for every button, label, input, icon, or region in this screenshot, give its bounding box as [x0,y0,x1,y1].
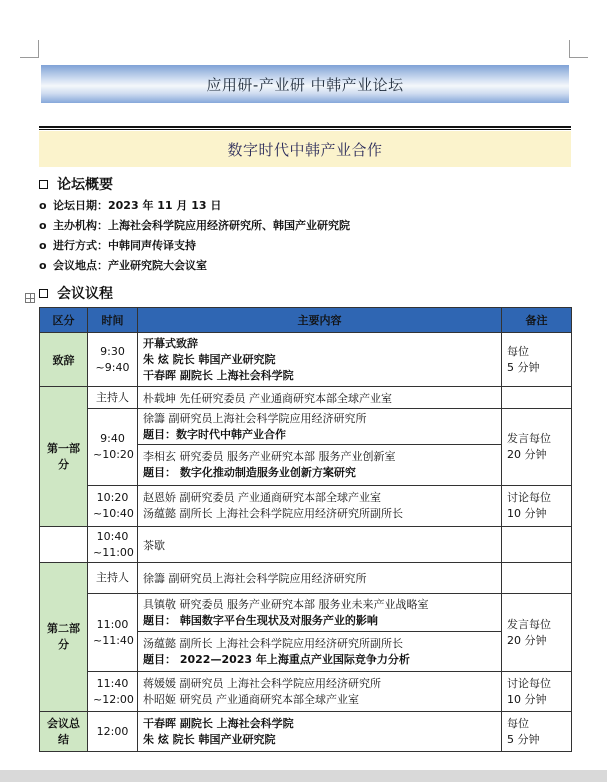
note-cell: 每位 5 分钟 [502,333,572,387]
crop-mark [38,40,39,58]
content-cell: 朴载坤 先任研究委员 产业通商研究本部全球产业室 [138,387,502,409]
time-cell: 9:40 ~10:20 [88,409,138,486]
content-cell: 徐籌 副研究员上海社会科学院应用经济研究所 [138,563,502,594]
table-row [40,387,572,409]
bullet-icon: o [39,199,47,212]
table-row [40,486,572,527]
content-cell: 茶歇 [138,527,502,563]
bullet-icon: o [39,239,47,252]
section-cell: 致辞 [40,333,88,387]
table-move-handle-icon[interactable] [25,293,35,303]
section-cell: 第一部分 [40,387,88,527]
note-cell: 发言每位 20 分钟 [502,594,572,672]
host-label-cell: 主持人 [88,563,138,594]
subtitle-banner [39,131,571,167]
table-row [40,672,572,712]
time-cell: 12:00 [88,712,138,752]
time-cell: 11:00 ~11:40 [88,594,138,672]
checkbox-square-icon [39,180,48,189]
header-title: 应用研-产业研 中韩产业论坛 [206,75,404,94]
content-cell: 李相玄 研究委员 服务产业研究本部 服务产业创新室 题目： 数字化推动制造服务业创新方案研究 [138,445,502,486]
table-row [40,712,572,752]
note-cell [502,387,572,409]
note-cell: 每位 5 分钟 [502,712,572,752]
content-cell: 开幕式致辞 朱 炫 院长 韩国产业研究院 干春晖 副院长 上海社会科学院 [138,333,502,387]
time-cell: 10:40 ~11:00 [88,527,138,563]
bullet-icon: o [39,219,47,232]
note-cell: 讨论每位 10 分钟 [502,486,572,527]
table-header-row [40,308,572,333]
content-cell: 蒋媛媛 副研究员 上海社会科学院应用经济研究所 朴昭姬 研究员 产业通商研究本部全球产业室 [138,672,502,712]
table-row [40,409,572,445]
crop-mark [569,57,588,58]
content-cell: 汤蕴懿 副所长 上海社会科学院应用经济研究所副所长 题目： 2022—2023 年上海重点产业国际竞争力分析 [138,632,502,672]
list-item: o 会议地点：产业研究院大会议室 [39,256,579,276]
section-cell: 第二部分 [40,563,88,712]
note-cell [502,527,572,563]
content-cell: 赵恩娇 副研究委员 产业通商研究本部全球产业室 汤蕴懿 副所长 上海社会科学院应用经济研究所副所长 [138,486,502,527]
host-label-cell: 主持人 [88,387,138,409]
overview-heading-text: 论坛概要 [57,177,113,193]
section-cell: 会议总结 [40,712,88,752]
agenda-heading-text: 会议议程 [57,286,113,302]
list-item: o 论坛日期：2023 年 11 月 13 日 [39,196,579,216]
note-cell: 发言每位 20 分钟 [502,409,572,486]
checkbox-square-icon [39,289,48,298]
content-cell: 徐籌 副研究员上海社会科学院应用经济研究所 题目：数字时代中韩产业合作 [138,409,502,445]
agenda-table [39,307,572,752]
overview-heading [39,174,113,194]
table-row [40,333,572,387]
table-row [40,563,572,594]
divider-line [39,129,571,130]
time-cell: 9:30 ~9:40 [88,333,138,387]
crop-mark [569,40,570,58]
agenda-heading [39,283,113,303]
table-row [40,527,572,563]
table-row [40,594,572,632]
list-item: o 主办机构：上海社会科学院应用经济研究所、韩国产业研究院 [39,216,579,236]
note-cell [502,563,572,594]
note-cell: 讨论每位 10 分钟 [502,672,572,712]
column-header: 备注 [502,308,572,333]
divider-line [39,126,571,128]
document-header-banner [41,65,569,103]
subtitle-text: 数字时代中韩产业合作 [227,140,383,159]
overview-list [39,196,579,276]
column-header: 区分 [40,308,88,333]
column-header: 主要内容 [138,308,502,333]
content-cell: 具镇敬 研究委员 服务产业研究本部 服务业未来产业战略室 题目： 韩国数字平台生现状及对服务产业的影响 [138,594,502,632]
time-cell: 10:20 ~10:40 [88,486,138,527]
bullet-icon: o [39,259,47,272]
content-cell: 干春晖 副院长 上海社会科学院 朱 炫 院长 韩国产业研究院 [138,712,502,752]
column-header: 时间 [88,308,138,333]
window-bottom-strip [0,770,607,782]
crop-mark [20,57,39,58]
list-item: o 进行方式：中韩同声传译支持 [39,236,579,256]
section-cell [40,527,88,563]
time-cell: 11:40 ~12:00 [88,672,138,712]
